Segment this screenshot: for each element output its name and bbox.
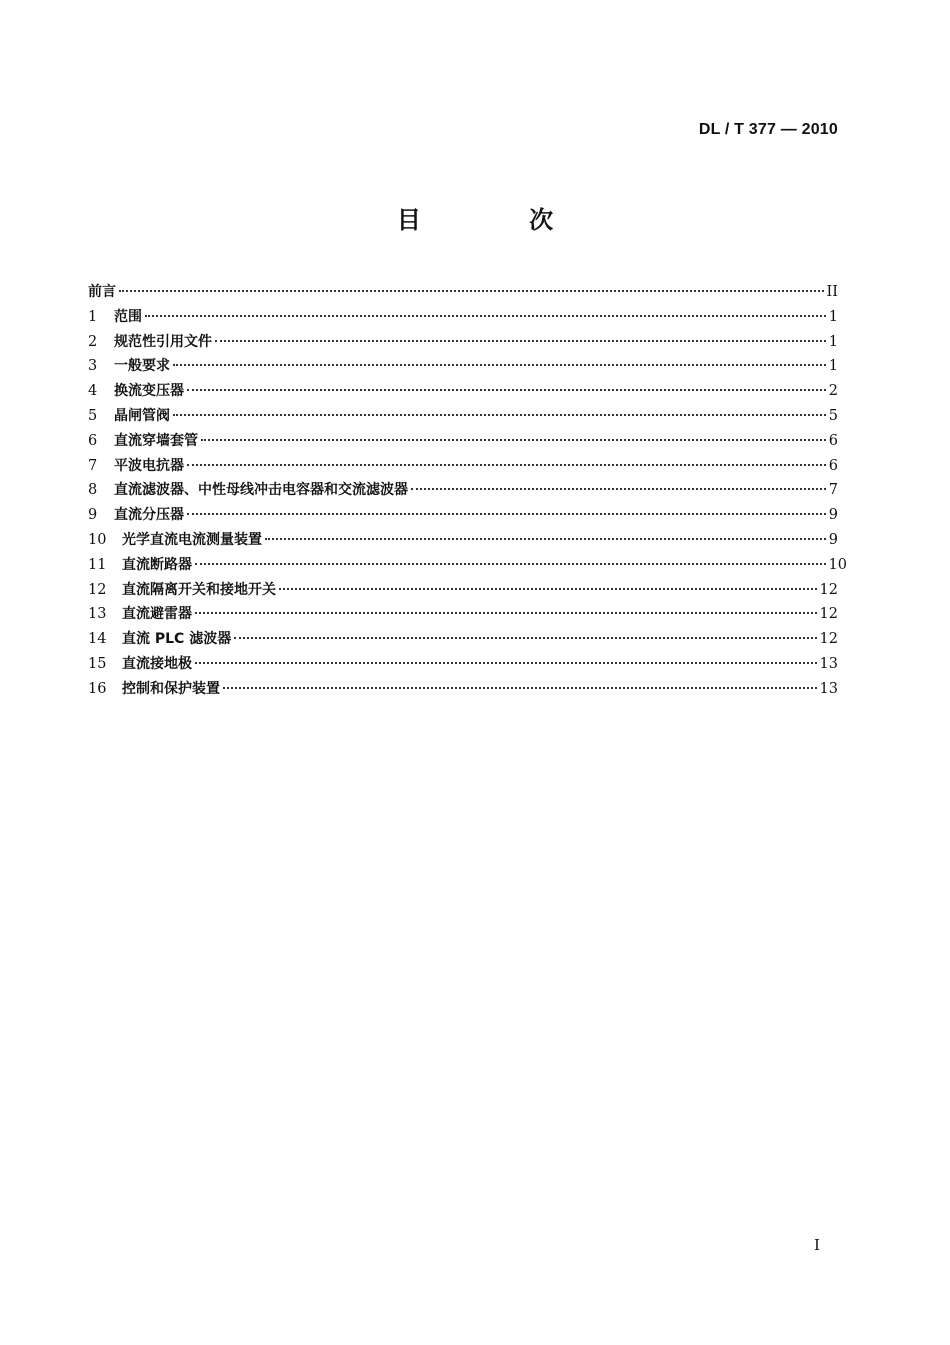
toc-entry-8[interactable] [88, 478, 838, 503]
toc-entry-15[interactable] [88, 652, 838, 677]
toc-label: 直流接地极 [122, 655, 192, 672]
toc-number: 9 [88, 507, 98, 524]
dot-leader [215, 340, 826, 342]
toc-number: 16 [88, 680, 107, 697]
toc-page: 7 [828, 482, 838, 499]
toc-label: 直流断路器 [122, 556, 192, 573]
document-code: DL / T 377 — 2010 [698, 121, 838, 138]
toc-entry-3[interactable] [88, 354, 838, 379]
toc-entry-16[interactable] [88, 677, 838, 702]
dot-leader [411, 488, 826, 490]
toc-number: 1 [88, 308, 98, 325]
toc-label: 直流隔离开关和接地开关 [122, 581, 276, 598]
toc-number: 10 [88, 531, 107, 548]
toc-entry-9[interactable] [88, 503, 838, 528]
toc-label: 控制和保护装置 [122, 680, 220, 697]
toc-page: 12 [819, 631, 838, 648]
dot-leader [195, 563, 826, 565]
toc-entry-14[interactable] [88, 627, 838, 652]
dot-leader [119, 290, 824, 292]
toc-entry-10[interactable] [88, 528, 838, 553]
dot-leader [223, 687, 817, 689]
dot-leader [187, 389, 826, 391]
toc-label: 规范性引用文件 [114, 333, 212, 350]
toc-page: 12 [819, 606, 838, 623]
table-of-contents [88, 280, 847, 702]
toc-label: 一般要求 [114, 358, 170, 375]
toc-entry-13[interactable] [88, 602, 838, 627]
toc-entry-7[interactable] [88, 454, 838, 479]
toc-entry-4[interactable] [88, 379, 838, 404]
dot-leader [187, 464, 826, 466]
toc-label: 范围 [114, 308, 142, 325]
toc-number: 2 [88, 333, 98, 350]
toc-label: 直流避雷器 [122, 606, 192, 623]
toc-number: 12 [88, 581, 107, 598]
toc-label: 直流 PLC 滤波器 [122, 631, 232, 648]
dot-leader [195, 662, 817, 664]
dot-leader [265, 538, 826, 540]
toc-page: 2 [828, 383, 838, 400]
toc-number: 14 [88, 631, 107, 648]
toc-label: 平波电抗器 [114, 457, 184, 474]
toc-number: 8 [88, 482, 98, 499]
toc-number: 7 [88, 457, 98, 474]
dot-leader [201, 439, 826, 441]
toc-label: 直流滤波器、中性母线冲击电容器和交流滤波器 [114, 482, 408, 499]
toc-title: 目 次 [396, 206, 604, 234]
toc-page: 1 [828, 333, 838, 350]
toc-label: 前言 [88, 284, 116, 300]
dot-leader [145, 315, 826, 317]
toc-label: 直流分压器 [114, 507, 184, 524]
toc-entry-6[interactable] [88, 429, 838, 454]
toc-page: 12 [819, 581, 838, 598]
page-number: I [814, 1236, 820, 1254]
toc-number: 3 [88, 358, 98, 375]
dot-leader [187, 513, 826, 515]
toc-number: 4 [88, 383, 98, 400]
toc-number: 5 [88, 407, 98, 424]
toc-number: 15 [88, 655, 107, 672]
toc-page: 6 [828, 457, 838, 474]
toc-page: 9 [828, 507, 838, 524]
dot-leader [195, 612, 817, 614]
toc-page: II [826, 284, 838, 300]
toc-page: 6 [828, 432, 838, 449]
toc-page: 10 [828, 556, 847, 573]
toc-number: 13 [88, 606, 107, 623]
toc-entry-12[interactable] [88, 578, 838, 603]
toc-label: 光学直流电流测量装置 [122, 531, 262, 548]
toc-page: 13 [819, 655, 838, 672]
toc-entry-preface[interactable] [88, 280, 838, 305]
toc-number: 11 [88, 556, 107, 573]
toc-label: 换流变压器 [114, 383, 184, 400]
toc-entry-2[interactable] [88, 330, 838, 355]
toc-page: 5 [828, 407, 838, 424]
dot-leader [279, 588, 817, 590]
dot-leader [173, 364, 826, 366]
dot-leader [234, 637, 816, 639]
toc-entry-11[interactable] [88, 553, 847, 578]
toc-page: 1 [828, 358, 838, 375]
toc-entry-1[interactable] [88, 305, 838, 330]
toc-label: 直流穿墙套管 [114, 432, 198, 449]
toc-label: 晶闸管阀 [114, 407, 170, 424]
toc-page: 9 [828, 531, 838, 548]
toc-number: 6 [88, 432, 98, 449]
toc-page: 1 [828, 308, 838, 325]
toc-page: 13 [819, 680, 838, 697]
dot-leader [173, 414, 826, 416]
toc-entry-5[interactable] [88, 404, 838, 429]
